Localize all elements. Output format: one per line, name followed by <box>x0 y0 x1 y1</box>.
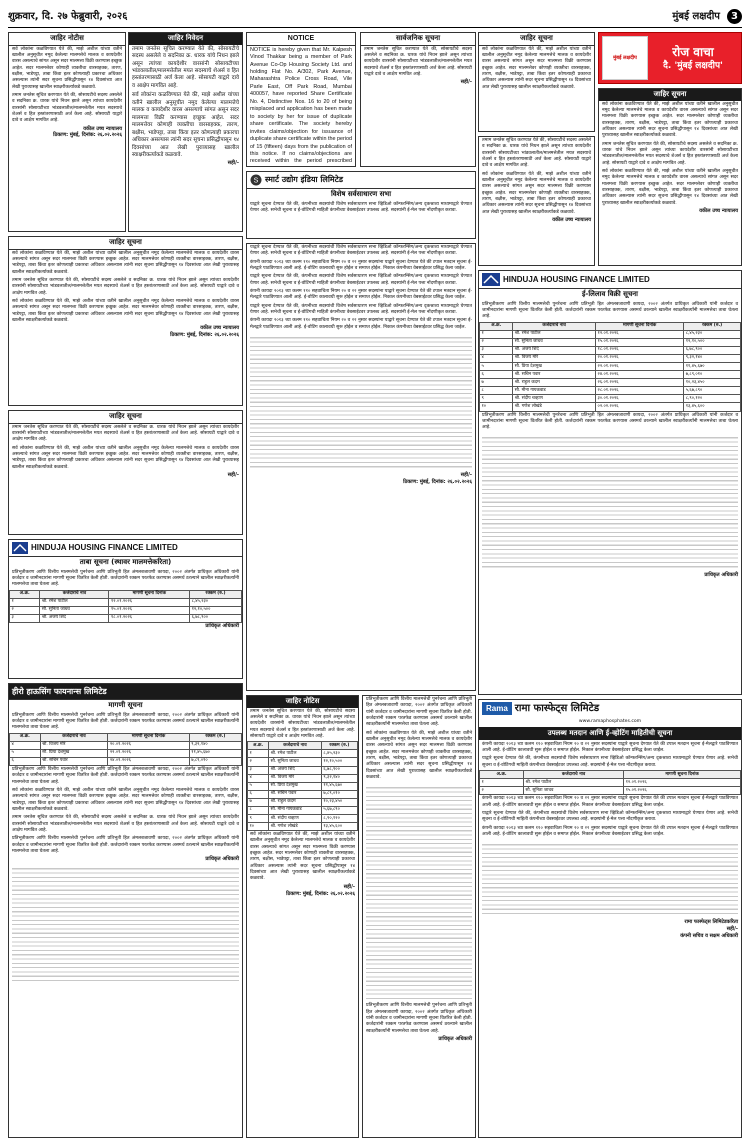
col5-body: तमाम जनतेस सूचित करण्यात येते की, सोसायटीचे सदस्य असलेले व सदनिका क्र. धारक यांचे निधन झाले असून त्यांच्या कायदेशीर वारसांनी सोसायटीच्या भांडवलातील/मालमत्तेतील मयत सदस्याचे शेअर्स व हित हस्तांतरणासाठी अर्ज केला आहे. सोसायटी याद्वारे दावे व आक्षेप मागवित आहे. <box>482 138 591 169</box>
nivedan-notice <box>128 32 243 232</box>
table-row: ३ श्री. अजय शिंदे १८.०१.२०२६ ६,७८,९०० <box>10 614 242 622</box>
table-row: ४ श्री. विजय मोरे ९,३२,१४० <box>248 774 358 782</box>
demand-body-4: तमाम जनतेस सूचित करण्यात येते की, सोसायटीचे सदस्य असलेले व सदनिका क्र. धारक यांचे निधन झाले असून त्यांच्या कायदेशीर वारसांनी सोसायटीच्या भांडवलातील/मालमत्तेतील मयत सदस्याचे शेअर्स व हित हस्तांतरणासाठी अर्ज केला आहे. सोसायटी याद्वारे दावे व आक्षेप मागवित आहे. <box>12 815 239 833</box>
rama-for: रामा फास्फेट्स लिमिटेडकरिता <box>684 919 738 926</box>
table-row: ४ श्री. विजय मोरे २०.०१.२०२६ ९,३२,१४० <box>480 354 741 362</box>
smart-text-4: कंपनी कायदा २०१३ च्या कलम ११० सहवाचिता नियम २० व २२ नुसार सदस्यांना याद्वारे सूचना देण्यात येते की टपाल मतदान सूचना ई-मेलद्वारे पाठविण्यात आली आहे. ई-वोटिंग कालावधी सुरू होईल व समाप्त होईल. निकाल कंपनीच्या वेबसाईटवर प्रसिद्ध केला जाईल. <box>250 288 472 301</box>
sale-body-2: प्रतिभूतीकरण आणि वित्तीय मालमत्तेची पुनर्रचना आणि प्रतिभूती हित अंमलबजावणी कायदा, २००२ अंतर्गत प्राधिकृत अधिकारी यांनी कर्जदार व जामीनदारांना मागणी सूचना वितरित केली होती. कर्जदारांनी रक्कम परतफेड करण्यास असमर्थ ठरल्याने खालील स्वाक्षरीकर्त्यांनी मालमत्तेचा ताबा घेतला आहे. <box>482 412 738 431</box>
hinduja-logo-icon <box>482 273 500 286</box>
kalavadhi-body: सर्व लोकांना कळविण्यात येते की, माझे अशील यांच्या वतीने खालील अनुसूचीत नमूद केलेल्या मालमत्तेचे मालक व कायदेशीर वारस असल्याचे सांगत असून सदर मालमत्ता विक्री करण्यास इच्छुक आहेत. सदर मालमत्तेवर कोणाही व्यक्तीचा वारसाहक्क, तारण, बक्षीस, भाडेपट्टा, ताबा किंवा इतर कोणत्याही प्रकारचा अधिकार असल्यास त्यांनी सदर सूचना प्रसिद्धीपासून १४ दिवसांच्या आत लेखी पुराव्यासह खालील स्वाक्षरीकर्त्याकडे कळवावे. <box>482 46 591 90</box>
dense-text-block <box>12 865 239 981</box>
possession-heading: ताबा सूचना (स्थावर मालमत्तेकरिता) <box>79 558 172 566</box>
dense-text-block <box>250 334 472 470</box>
page-number: 3 <box>727 9 742 24</box>
jahir-notis-table-block <box>246 695 359 1138</box>
nivedan-sign: सही/- <box>227 160 239 167</box>
table-row: ६ श्री. सचिन पवार २४.०१.२०२६ ७,८९,०१० <box>480 371 741 379</box>
table-row: १ श्री. रमेश पाटील १२.०१.२०२६ ८,४५,२३० <box>480 330 741 338</box>
notice-col5-b <box>478 136 595 266</box>
dense-text-block <box>482 841 738 917</box>
rama-body-4: याद्वारे सूचना देण्यात येते की, कंपनीच्या सदस्यांची विशेष सर्वसाधारण सभा व्हिडिओ कॉन्फरन्सिंग/अन्य दृकश्राव्य माध्यमाद्वारे घेण्यात येणार आहे. सभेची सूचना व ई-वोटिंगची माहिती कंपनीच्या वेबसाईटवर उपलब्ध आहे. सदस्यांनी ई-मेल पत्ता नोंदणीकृत करावा. <box>482 810 738 823</box>
kalavadhi-notice <box>478 32 595 132</box>
notice-body: तमाम जनतेस सूचित करण्यात येते की, सोसायटीचे सदस्य असलेले व सदनिका क्र. धारक यांचे निधन झाले असून त्यांच्या कायदेशीर वारसांनी सोसायटीच्या भांडवलातील/मालमत्तेतील मयत सदस्याचे शेअर्स व हित हस्तांतरणासाठी अर्ज केला आहे. सोसायटी याद्वारे दावे व आक्षेप मागवित आहे. <box>12 424 239 443</box>
notice-heading: जाहिर नोटीस <box>9 33 125 46</box>
notice-signature: वकील उच्च न्यायालय <box>200 325 239 332</box>
smart-notice-body <box>246 243 476 691</box>
table-row: २ सौ. सुनिता जाधव १२,१०,५०० <box>248 758 358 766</box>
table-row: ९ श्री. संदीप चव्हाण ८,९०,१२० <box>248 815 358 823</box>
smart-name: स्मार्ट उद्योग इंडिया लिमिटेड <box>265 175 344 185</box>
rama-table: अ.क्र. कर्जदाराचे नाव मागणी सूचना दिनांक १ श्री. रमेश पाटील १२.०१.२०२६ २ सौ. सुनिता जाधव १५.०१.२०२६ <box>479 770 741 795</box>
rama-body-2: याद्वारे सूचना देण्यात येते की, कंपनीच्या सदस्यांची विशेष सर्वसाधारण सभा व्हिडिओ कॉन्फरन्सिंग/अन्य दृकश्राव्य माध्यमाद्वारे घेण्यात येणार आहे. सभेची सूचना व ई-वोटिंगची माहिती कंपनीच्या वेबसाईटवर उपलब्ध आहे. सदस्यांनी ई-मेल पत्ता नोंदणीकृत करावा. <box>482 756 738 768</box>
hero-name: हीरो हाऊसिंग फायनान्स लिमिटेड <box>12 687 107 696</box>
table-row: १० श्री. गणेश लोखंडे १३,४५,६०० <box>248 823 358 831</box>
col6-body-2: तमाम जनतेस सूचित करण्यात येते की, सोसायटीचे सदस्य असलेले व सदनिका क्र. धारक यांचे निधन झाले असून त्यांच्या कायदेशीर वारसांनी सोसायटीच्या भांडवलातील/मालमत्तेतील मयत सदस्याचे शेअर्स व हित हस्तांतरणासाठी अर्ज केला आहे. सोसायटी याद्वारे दावे व आक्षेप मागवित आहे. <box>602 141 738 166</box>
smart-signature: सही/- <box>460 471 472 478</box>
table-row: २ सौ. सुनिता जाधव १५.०१.२०२६ १२,१०,५०० <box>480 338 741 346</box>
demand-body-5: प्रतिभूतीकरण आणि वित्तीय मालमत्तेची पुनर्रचना आणि प्रतिभूती हित अंमलबजावणी कायदा, २००२ अंतर्गत प्राधिकृत अधिकारी यांनी कर्जदार व जामीनदारांना मागणी सूचना वितरित केली होती. कर्जदारांनी रक्कम परतफेड करण्यास असमर्थ ठरल्याने खालील स्वाक्षरीकर्त्यांनी मालमत्तेचा ताबा घेतला आहे. <box>12 836 239 854</box>
hero-housing-ad <box>8 683 243 1138</box>
hinduja-mid-continued <box>362 695 476 1138</box>
sale-body: प्रतिभूतीकरण आणि वित्तीय मालमत्तेची पुनर्रचना आणि प्रतिभूती हित अंमलबजावणी कायदा, २००२ अंतर्गत प्राधिकृत अधिकारी यांनी कर्जदार व जामीनदारांना मागणी सूचना वितरित केली होती. कर्जदारांनी रक्कम परतफेड करण्यास असमर्थ ठरल्याने खालील स्वाक्षरीकर्त्यांनी मालमत्तेचा ताबा घेतला आहे. <box>482 301 738 320</box>
mid-body-1: प्रतिभूतीकरण आणि वित्तीय मालमत्तेची पुनर्रचना आणि प्रतिभूती हित अंमलबजावणी कायदा, २००२ अंतर्गत प्राधिकृत अधिकारी यांनी कर्जदार व जामीनदारांना मागणी सूचना वितरित केली होती. कर्जदारांनी रक्कम परतफेड करण्यास असमर्थ ठरल्याने खालील स्वाक्षरीकर्त्यांनी मालमत्तेचा ताबा घेतला आहे. <box>366 697 472 728</box>
notice-col6-a <box>598 88 742 266</box>
promo-line1: रोज वाचा <box>672 44 714 59</box>
issue-date: शुक्रवार, दि. २७ फेब्रुवारी, २०२६ <box>8 11 128 22</box>
member-table: अ.क्र. कर्जदाराचे नाव रक्कम (रु.) १ श्री. रमेश पाटील ८,४५,२३० २ सौ. सुनिता जाधव १२,१०,५०० ३ श्री. अजय शिंदे ६,७८,९०० ४ श्री. विजय मोरे ९,३२,१४० ५ सौ. प्रिया देशमुख ११,४५,६७० ६ श्री. सचिन पवार ७,८९,०१० ७ श्री. राहुल कदम १०,२३,४५० ८ सौ. मीना गायकवाड ५,६७,८९० ९ श्री. संदीप चव्हाण ८,९०,१२० १० श्री. गणेश लोखंडे १३,४५,६०० <box>247 741 358 831</box>
smart-text-3: याद्वारे सूचना देण्यात येते की, कंपनीच्या सदस्यांची विशेष सर्वसाधारण सभा व्हिडिओ कॉन्फरन्सिंग/अन्य दृकश्राव्य माध्यमाद्वारे घेण्यात येणार आहे. सभेची सूचना व ई-वोटिंगची माहिती कंपनीच्या वेबसाईटवर उपलब्ध आहे. सदस्यांनी ई-मेल पत्ता नोंदणीकृत करावा. <box>250 274 472 286</box>
demand-heading: मागणी सूचना <box>108 701 143 710</box>
sarvajanik-body: तमाम जनतेस सूचित करण्यात येते की, सोसायटीचे सदस्य असलेले व सदनिका क्र. धारक यांचे निधन झाले असून त्यांच्या कायदेशीर वारसांनी सोसायटीच्या भांडवलातील/मालमत्तेतील मयत सदस्याचे शेअर्स व हित हस्तांतरणासाठी अर्ज केला आहे. सोसायटी याद्वारे दावे व आक्षेप मागवित आहे. <box>364 46 472 77</box>
notice-place-date: ठिकाण: मुंबई, दिनांक: २६.०२.२०२६ <box>53 132 122 139</box>
thumb-logo-text: मुंबई लक्षदीप <box>613 54 637 61</box>
smart-text-2: कंपनी कायदा २०१३ च्या कलम ११० सहवाचिता नियम २० व २२ नुसार सदस्यांना याद्वारे सूचना देण्यात येते की टपाल मतदान सूचना ई-मेलद्वारे पाठविण्यात आली आहे. ई-वोटिंग कालावधी सुरू होईल व समाप्त होईल. निकाल कंपनीच्या वेबसाईटवर प्रसिद्ध केला जाईल. <box>250 259 472 271</box>
table-row: ८ सौ. मीना गायकवाड २८.०१.२०२६ ५,६७,८९० <box>480 387 741 395</box>
notice-wide-1 <box>8 236 243 406</box>
notice-signature: सही/- <box>227 471 239 478</box>
hinduja-ad-right <box>478 270 742 695</box>
jahir-notis-sign: सही/- <box>343 883 355 890</box>
dense-text-block <box>366 784 472 1000</box>
smart-place: ठिकाण: मुंबई, दिनांक: २६.०२.२०२६ <box>403 478 472 485</box>
kalavadhi-heading: जाहिर सूचना <box>479 33 594 46</box>
jahir-notis-heading: जाहिर नोटिस <box>247 696 358 708</box>
notice-body: सर्व लोकांना कळविण्यात येते की, माझे अशील यांच्या वतीने खालील अनुसूचीत नमूद केलेल्या मालमत्तेचे मालक व कायदेशीर वारस असल्याचे सांगत असून सदर मालमत्ता विक्री करण्यास इच्छुक आहेत. सदर मालमत्तेवर कोणाही व्यक्तीचा वारसाहक्क, तारण, बक्षीस, भाडेपट्टा, ताबा किंवा इतर कोणत्याही प्रकारचा अधिकार असल्यास त्यांनी सदर सूचना प्रसिद्धीपासून १४ दिवसांच्या आत लेखी पुराव्यासह खालील स्वाक्षरीकर्त्याकडे कळवावे. <box>12 250 239 275</box>
smart-heading: विशेष सर्वसाधारण सभा <box>330 190 392 198</box>
sarvajanik-heading: सार्वजनिक सूचना <box>361 33 475 46</box>
hinduja-name: HINDUJA HOUSING FINANCE LIMITED <box>503 274 650 284</box>
table-row: २ सौ. सुनिता जाधव १५.०१.२०२६ १२,१०,५०० <box>10 606 242 614</box>
demand-body-2: प्रतिभूतीकरण आणि वित्तीय मालमत्तेची पुनर्रचना आणि प्रतिभूती हित अंमलबजावणी कायदा, २००२ अंतर्गत प्राधिकृत अधिकारी यांनी कर्जदार व जामीनदारांना मागणी सूचना वितरित केली होती. कर्जदारांनी रक्कम परतफेड करण्यास असमर्थ ठरल्याने खालील स्वाक्षरीकर्त्यांनी मालमत्तेचा ताबा घेतला आहे. <box>12 766 239 785</box>
rama-logo: Rama <box>482 702 512 715</box>
col6-body-3: सर्व लोकांना कळविण्यात येते की, माझे अशील यांच्या वतीने खालील अनुसूचीत नमूद केलेल्या मालमत्तेचे मालक व कायदेशीर वारस असल्याचे सांगत असून सदर मालमत्ता विक्री करण्यास इच्छुक आहेत. सदर मालमत्तेवर कोणाही व्यक्तीचा वारसाहक्क, तारण, बक्षीस, भाडेपट्टा, ताबा किंवा इतर कोणत्याही प्रकारचा अधिकार असल्यास त्यांनी सदर सूचना प्रसिद्धीपासून १४ दिवसांच्या आत लेखी पुराव्यासह खालील स्वाक्षरीकर्त्याकडे कळवावे. <box>602 168 738 206</box>
notice-place-date: ठिकाण: मुंबई, दिनांक: २६.०२.२०२६ <box>170 332 239 339</box>
smart-text-6: कंपनी कायदा २०१३ च्या कलम ११० सहवाचिता नियम २० व २२ नुसार सदस्यांना याद्वारे सूचना देण्यात येते की टपाल मतदान सूचना ई-मेलद्वारे पाठविण्यात आली आहे. ई-वोटिंग कालावधी सुरू होईल व समाप्त होईल. निकाल कंपनीच्या वेबसाईटवर प्रसिद्ध केला जाईल. <box>250 318 472 330</box>
table-row: ६ श्री. सचिन पवार २४.०१.२०२६ ७,८९,०१० <box>10 757 242 765</box>
hinduja-logo-icon <box>12 542 28 554</box>
jahir-notis-body: तमाम जनतेस सूचित करण्यात येते की, सोसायटीचे सदस्य असलेले व सदनिका क्र. धारक यांचे निधन झाले असून त्यांच्या कायदेशीर वारसांनी सोसायटीच्या भांडवलातील/मालमत्तेतील मयत सदस्याचे शेअर्स व हित हस्तांतरणासाठी अर्ज केला आहे. सोसायटी याद्वारे दावे व आक्षेप मागवित आहे. <box>250 708 355 739</box>
col5-sign: वकील उच्च न्यायालय <box>552 216 591 223</box>
notice-col1-top <box>8 32 126 232</box>
notice-signature: वकील उच्च न्यायालय <box>83 125 122 132</box>
rama-website: www.ramaphosphates.com <box>578 718 642 724</box>
notice-body-2: तमाम जनतेस सूचित करण्यात येते की, सोसायटीचे सदस्य असलेले व सदनिका क्र. धारक यांचे निधन झाले असून त्यांच्या कायदेशीर वारसांनी सोसायटीच्या भांडवलातील/मालमत्तेतील मयत सदस्याचे शेअर्स व हित हस्तांतरणासाठी अर्ज केला आहे. सोसायटी याद्वारे दावे व आक्षेप मागवित आहे. <box>12 277 239 296</box>
sarvajanik-sign: सही/- <box>460 79 472 86</box>
smart-udyog-ad <box>246 171 476 239</box>
dense-text-block <box>482 434 738 570</box>
mid-auth: प्राधिकृत अधिकारी <box>438 1035 472 1042</box>
table-row: १० श्री. गणेश लोखंडे ०२.०२.२०२६ १३,४५,६०० <box>480 403 741 411</box>
rama-subheading: उपलब्ध मतदान आणि ई-व्होटिंग माहितीची सूचना <box>479 727 741 740</box>
mid-body-2: सर्व लोकांना कळविण्यात येते की, माझे अशील यांच्या वतीने खालील अनुसूचीत नमूद केलेल्या मालमत्तेचे मालक व कायदेशीर वारस असल्याचे सांगत असून सदर मालमत्ता विक्री करण्यास इच्छुक आहेत. सदर मालमत्तेवर कोणाही व्यक्तीचा वारसाहक्क, तारण, बक्षीस, भाडेपट्टा, ताबा किंवा इतर कोणत्याही प्रकारचा अधिकार असल्यास त्यांनी सदर सूचना प्रसिद्धीपासून १४ दिवसांच्या आत लेखी पुराव्यासह खालील स्वाक्षरीकर्त्याकडे कळवावे. <box>366 730 472 780</box>
masthead <box>8 8 742 28</box>
nivedan-body: तमाम जनतेस सूचित करण्यात येते की, सोसायटीचे सदस्य असलेले व सदनिका क्र. धारक यांचे निधन झाले असून त्यांच्या कायदेशीर वारसांनी सोसायटीच्या भांडवलातील/मालमत्तेतील मयत सदस्याचे शेअर्स व हित हस्तांतरणासाठी अर्ज केला आहे. सोसायटी याद्वारे दावे व आक्षेप मागवित आहे. <box>132 45 239 89</box>
table-row: ८ सौ. मीना गायकवाड ५,६७,८९० <box>248 806 358 814</box>
demand-table: अ.क्र. कर्जदाराचे नाव मागणी सूचना दिनांक रक्कम (रु.) ४ श्री. विजय मोरे २०.०१.२०२६ ९,३२,१४० ५ सौ. प्रिया देशमुख २२.०१.२०२६ ११,४५,६७० ६ श्री. सचिन पवार २४.०१.२०२६ ७,८९,०१० <box>9 733 242 766</box>
table-row: ५ सौ. प्रिया देशमुख २२.०१.२०२६ ११,४५,६७० <box>10 749 242 757</box>
notice-body-2: सर्व लोकांना कळविण्यात येते की, माझे अशील यांच्या वतीने खालील अनुसूचीत नमूद केलेल्या मालमत्तेचे मालक व कायदेशीर वारस असल्याचे सांगत असून सदर मालमत्ता विक्री करण्यास इच्छुक आहेत. सदर मालमत्तेवर कोणाही व्यक्तीचा वारसाहक्क, तारण, बक्षीस, भाडेपट्टा, ताबा किंवा इतर कोणत्याही प्रकारचा अधिकार असल्यास त्यांनी सदर सूचना प्रसिद्धीपासून १४ दिवसांच्या आत लेखी पुराव्यासह खालील स्वाक्षरीकर्त्याकडे कळवावे. <box>12 445 239 470</box>
auction-table: अ.क्र. कर्जदाराचे नाव मागणी सूचना दिनांक रक्कम (रु.) १ श्री. रमेश पाटील १२.०१.२०२६ ८,४५,२३० २ सौ. सुनिता जाधव १५.०१.२०२६ १२,१०,५०० ३ श्री. अजय शिंदे १८.०१.२०२६ ६,७८,९०० ४ श्री. विजय मोरे २०.०१.२०२६ ९,३२,१४० ५ सौ. प्रिया देशमुख २२.०१.२०२६ ११,४५,६७० ६ श्री. सचिन पवार २४.०१.२०२६ ७,८९,०१० ७ श्री. राहुल कदम २६.०१.२०२६ १०,२३,४५० ८ सौ. मीना गायकवाड २८.०१.२०२६ ५,६७,८९० ९ श्री. संदीप चव्हाण ३०.०१.२०२६ ८,९०,१२० १० श्री. गणेश लोखंडे ०२.०२.२०२६ १३,४५,६०० <box>479 322 741 412</box>
possession-body: प्रतिभूतीकरण आणि वित्तीय मालमत्तेची पुनर्रचना आणि प्रतिभूती हित अंमलबजावणी कायदा, २००२ अंतर्गत प्राधिकृत अधिकारी यांनी कर्जदार व जामीनदारांना मागणी सूचना वितरित केली होती. कर्जदारांनी रक्कम परतफेड करण्यास असमर्थ ठरल्याने खालील स्वाक्षरीकर्त्यांनी मालमत्तेचा ताबा घेतला आहे. <box>12 569 239 588</box>
mid-body-3: प्रतिभूतीकरण आणि वित्तीय मालमत्तेची पुनर्रचना आणि प्रतिभूती हित अंमलबजावणी कायदा, २००२ अंतर्गत प्राधिकृत अधिकारी यांनी कर्जदार व जामीनदारांना मागणी सूचना वितरित केली होती. कर्जदारांनी रक्कम परतफेड करण्यास असमर्थ ठरल्याने खालील स्वाक्षरीकर्त्यांनी मालमत्तेचा ताबा घेतला आहे. <box>366 1003 472 1034</box>
promo-banner <box>598 32 742 84</box>
col6-body: सर्व लोकांना कळविण्यात येते की, माझे अशील यांच्या वतीने खालील अनुसूचीत नमूद केलेल्या मालमत्तेचे मालक व कायदेशीर वारस असल्याचे सांगत असून सदर मालमत्ता विक्री करण्यास इच्छुक आहेत. सदर मालमत्तेवर कोणाही व्यक्तीचा वारसाहक्क, तारण, बक्षीस, भाडेपट्टा, ताबा किंवा इतर कोणत्याही प्रकारचा अधिकार असल्यास त्यांनी सदर सूचना प्रसिद्धीपासून १४ दिवसांच्या आत लेखी पुराव्यासह खालील स्वाक्षरीकर्त्याकडे कळवावे. <box>602 101 738 139</box>
smart-text-1: याद्वारे सूचना देण्यात येते की, कंपनीच्या सदस्यांची विशेष सर्वसाधारण सभा व्हिडिओ कॉन्फरन्सिंग/अन्य दृकश्राव्य माध्यमाद्वारे घेण्यात येणार आहे. सभेची सूचना व ई-वोटिंगची माहिती कंपनीच्या वेबसाईटवर उपलब्ध आहे. सदस्यांनी ई-मेल पत्ता नोंदणीकृत करावा. <box>250 245 472 257</box>
col5-body-2: सर्व लोकांना कळविण्यात येते की, माझे अशील यांच्या वतीने खालील अनुसूचीत नमूद केलेल्या मालमत्तेचे मालक व कायदेशीर वारस असल्याचे सांगत असून सदर मालमत्ता विक्री करण्यास इच्छुक आहेत. सदर मालमत्तेवर कोणाही व्यक्तीचा वारसाहक्क, तारण, बक्षीस, भाडेपट्टा, ताबा किंवा इतर कोणत्याही प्रकारचा अधिकार असल्यास त्यांनी सदर सूचना प्रसिद्धीपासून १४ दिवसांच्या आत लेखी पुराव्यासह खालील स्वाक्षरीकर्त्याकडे कळवावे. <box>482 171 591 215</box>
table-row: २ सौ. सुनिता जाधव १५.०१.२०२६ <box>480 787 741 795</box>
rama-body-1: कंपनी कायदा २०१३ च्या कलम ११० सहवाचिता नियम २० व २२ नुसार सदस्यांना याद्वारे सूचना देण्यात येते की टपाल मतदान सूचना ई-मेलद्वारे पाठविण्यात आली आहे. ई-वोटिंग कालावधी सुरू होईल व समाप्त होईल. निकाल कंपनीच्या वेबसाईटवर प्रसिद्ध केला जाईल. <box>482 741 738 754</box>
notice-body-2: तमाम जनतेस सूचित करण्यात येते की, सोसायटीचे सदस्य असलेले व सदनिका क्र. धारक यांचे निधन झाले असून त्यांच्या कायदेशीर वारसांनी सोसायटीच्या भांडवलातील/मालमत्तेतील मयत सदस्याचे शेअर्स व हित हस्तांतरणासाठी अर्ज केला आहे. सोसायटी याद्वारे दावे व आक्षेप मागवित आहे. <box>12 92 122 124</box>
rama-cs: कंपनी सचिव व सक्षम अधिकारी <box>680 933 738 940</box>
rama-body-5: कंपनी कायदा २०१३ च्या कलम ११० सहवाचिता नियम २० व २२ नुसार सदस्यांना याद्वारे सूचना देण्यात येते की टपाल मतदान सूचना ई-मेलद्वारे पाठविण्यात आली आहे. ई-वोटिंग कालावधी सुरू होईल व समाप्त होईल. निकाल कंपनीच्या वेबसाईटवर प्रसिद्ध केला जाईल. <box>482 825 738 837</box>
table-row: ३ श्री. अजय शिंदे ६,७८,९०० <box>248 766 358 774</box>
newspaper-thumb <box>602 36 648 80</box>
notice-heading: जाहिर सूचना <box>9 237 242 250</box>
table-row: १ श्री. रमेश पाटील १२.०१.२०२६ <box>480 779 741 787</box>
notice-wide-2 <box>8 410 243 535</box>
hinduja-name: HINDUJA HOUSING FINANCE LIMITED <box>31 543 178 553</box>
demand-body: प्रतिभूतीकरण आणि वित्तीय मालमत्तेची पुनर्रचना आणि प्रतिभूती हित अंमलबजावणी कायदा, २००२ अंतर्गत प्राधिकृत अधिकारी यांनी कर्जदार व जामीनदारांना मागणी सूचना वितरित केली होती. कर्जदारांनी रक्कम परतफेड करण्यास असमर्थ ठरल्याने खालील स्वाक्षरीकर्त्यांनी मालमत्तेचा ताबा घेतला आहे. <box>12 712 239 731</box>
auth-signature: प्राधिकृत अधिकारी <box>205 856 239 863</box>
table-row: ९ श्री. संदीप चव्हाण ३०.०१.२०२६ ८,९०,१२० <box>480 395 741 403</box>
english-notice <box>246 32 356 167</box>
nivedan-body-2: सर्व लोकांना कळविण्यात येते की, माझे अशील यांच्या वतीने खालील अनुसूचीत नमूद केलेल्या मालमत्तेचे मालक व कायदेशीर वारस असल्याचे सांगत असून सदर मालमत्ता विक्री करण्यास इच्छुक आहेत. सदर मालमत्तेवर कोणाही व्यक्तीचा वारसाहक्क, तारण, बक्षीस, भाडेपट्टा, ताबा किंवा इतर कोणत्याही प्रकारचा अधिकार असल्यास त्यांनी सदर सूचना प्रसिद्धीपासून १४ दिवसांच्या आत लेखी पुराव्यासह खालील स्वाक्षरीकर्त्याकडे कळवावे. <box>132 92 239 158</box>
table-row: ५ सौ. प्रिया देशमुख ११,४५,६७० <box>248 782 358 790</box>
promo-line2: दै. 'मुंबई लक्षदीप' <box>663 61 723 72</box>
loan-table: अ.क्र. कर्जदाराचे नाव मागणी सूचना दिनांक रक्कम (रु.) १ श्री. रमेश पाटील १२.०१.२०२६ ८,४५,२३० २ सौ. सुनिता जाधव १५.०१.२०२६ १२,१०,५०० ३ श्री. अजय शिंदे १८.०१.२०२६ ६,७८,९०० <box>9 590 242 623</box>
smart-text-5: याद्वारे सूचना देण्यात येते की, कंपनीच्या सदस्यांची विशेष सर्वसाधारण सभा व्हिडिओ कॉन्फरन्सिंग/अन्य दृकश्राव्य माध्यमाद्वारे घेण्यात येणार आहे. सभेची सूचना व ई-वोटिंगची माहिती कंपनीच्या वेबसाईटवर उपलब्ध आहे. सदस्यांनी ई-मेल पत्ता नोंदणीकृत करावा. <box>250 303 472 315</box>
table-row: ३ श्री. अजय शिंदे १८.०१.२०२६ ६,७८,९०० <box>480 346 741 354</box>
notice-body: सर्व लोकांना कळविण्यात येते की, माझे अशील यांच्या वतीने खालील अनुसूचीत नमूद केलेल्या मालमत्तेचे मालक व कायदेशीर वारस असल्याचे सांगत असून सदर मालमत्ता विक्री करण्यास इच्छुक आहेत. सदर मालमत्तेवर कोणाही व्यक्तीचा वारसाहक्क, तारण, बक्षीस, भाडेपट्टा, ताबा किंवा इतर कोणत्याही प्रकारचा अधिकार असल्यास त्यांनी सदर सूचना प्रसिद्धीपासून १४ दिवसांच्या आत लेखी पुराव्यासह खालील स्वाक्षरीकर्त्याकडे कळवावे. <box>12 46 122 90</box>
rama-phosphates-ad <box>478 699 742 1138</box>
demand-body-3: सर्व लोकांना कळविण्यात येते की, माझे अशील यांच्या वतीने खालील अनुसूचीत नमूद केलेल्या मालमत्तेचे मालक व कायदेशीर वारस असल्याचे सांगत असून सदर मालमत्ता विक्री करण्यास इच्छुक आहेत. सदर मालमत्तेवर कोणाही व्यक्तीचा वारसाहक्क, तारण, बक्षीस, भाडेपट्टा, ताबा किंवा इतर कोणत्याही प्रकारचा अधिकार असल्यास त्यांनी सदर सूचना प्रसिद्धीपासून १४ दिवसांच्या आत लेखी पुराव्यासह खालील स्वाक्षरीकर्त्याकडे कळवावे. <box>12 787 239 812</box>
rama-name: रामा फास्फेट्स लिमिटेड <box>514 703 600 714</box>
table-row: ५ सौ. प्रिया देशमुख २२.०१.२०२६ ११,४५,६७० <box>480 363 741 371</box>
table-row: ७ श्री. राहुल कदम २६.०१.२०२६ १०,२३,४५० <box>480 379 741 387</box>
table-row: १ श्री. रमेश पाटील १२.०१.२०२६ ८,४५,२३० <box>10 598 242 606</box>
english-notice-body: NOTICE is hereby given that Mr. Kalpesh Vinod Thakkar being a member of Park Avenue Co-Op Housing Society Ltd. and holding Flat No. A/302, Park Avenue, Maharashtra Police Cross Road, Vile Parle East, Off Park Road, Mumbai 400057, have reported Share Certificate No. 4, Distinctive Nos. 16 to 20 of being misplaced and application has been made to society by her for issue of duplicate share certificate. The society hereby invites claims/objection for issuance of duplicate share certificate within the period of 15 (fifteen) days from the publication of this notice. If no claims/objections are received within the period prescribed <box>250 46 352 165</box>
sale-heading: ई-लिलाव विक्री सूचना <box>582 290 638 298</box>
col6-heading: जाहिर सूचना <box>599 89 741 101</box>
col6-sign: वकील उच्च न्यायालय <box>699 207 738 214</box>
paper-name: मुंबई लक्षदीप <box>672 11 720 22</box>
english-notice-heading: NOTICE <box>247 33 355 46</box>
sale-auth: प्राधिकृत अधिकारी <box>704 572 738 579</box>
auth-signature: प्राधिकृत अधिकारी <box>205 622 239 629</box>
nivedan-heading: जाहिर निवेदन <box>129 33 242 45</box>
table-row: ४ श्री. विजय मोरे २०.०१.२०२६ ९,३२,१४० <box>10 741 242 749</box>
table-row: ६ श्री. सचिन पवार ७,८९,०१० <box>248 790 358 798</box>
smart-body: याद्वारे सूचना देण्यात येते की, कंपनीच्या सदस्यांची विशेष सर्वसाधारण सभा व्हिडिओ कॉन्फरन्सिंग/अन्य दृकश्राव्य माध्यमाद्वारे घेण्यात येणार आहे. सभेची सूचना व ई-वोटिंगची माहिती कंपनीच्या वेबसाईटवर उपलब्ध आहे. सदस्यांनी ई-मेल पत्ता नोंदणीकृत करावा. <box>250 201 472 213</box>
smart-logo-icon <box>250 174 262 186</box>
svg-text:S: S <box>253 177 259 185</box>
jahir-notis-place: ठिकाण: मुंबई, दिनांक: २६.०२.२०२६ <box>286 890 355 897</box>
notice-heading: जाहिर सूचना <box>9 411 242 424</box>
rama-sd: सही/- <box>726 926 738 933</box>
rama-body-3: कंपनी कायदा २०१३ च्या कलम ११० सहवाचिता नियम २० व २२ नुसार सदस्यांना याद्वारे सूचना देण्यात येते की टपाल मतदान सूचना ई-मेलद्वारे पाठविण्यात आली आहे. ई-वोटिंग कालावधी सुरू होईल व समाप्त होईल. निकाल कंपनीच्या वेबसाईटवर प्रसिद्ध केला जाईल. <box>482 796 738 808</box>
hinduja-ad-left <box>8 539 243 679</box>
sarvajanik-notice <box>360 32 476 167</box>
table-row: ७ श्री. राहुल कदम १०,२३,४५० <box>248 798 358 806</box>
jahir-notis-body-2: सर्व लोकांना कळविण्यात येते की, माझे अशील यांच्या वतीने खालील अनुसूचीत नमूद केलेल्या मालमत्तेचे मालक व कायदेशीर वारस असल्याचे सांगत असून सदर मालमत्ता विक्री करण्यास इच्छुक आहेत. सदर मालमत्तेवर कोणाही व्यक्तीचा वारसाहक्क, तारण, बक्षीस, भाडेपट्टा, ताबा किंवा इतर कोणत्याही प्रकारचा अधिकार असल्यास त्यांनी सदर सूचना प्रसिद्धीपासून १४ दिवसांच्या आत लेखी पुराव्यासह खालील स्वाक्षरीकर्त्याकडे कळवावे. <box>250 832 355 882</box>
notice-body-3: सर्व लोकांना कळविण्यात येते की, माझे अशील यांच्या वतीने खालील अनुसूचीत नमूद केलेल्या मालमत्तेचे मालक व कायदेशीर वारस असल्याचे सांगत असून सदर मालमत्ता विक्री करण्यास इच्छुक आहेत. सदर मालमत्तेवर कोणाही व्यक्तीचा वारसाहक्क, तारण, बक्षीस, भाडेपट्टा, ताबा किंवा इतर कोणत्याही प्रकारचा अधिकार असल्यास त्यांनी सदर सूचना प्रसिद्धीपासून १४ दिवसांच्या आत लेखी पुराव्यासह खालील स्वाक्षरीकर्त्याकडे कळवावे. <box>12 298 239 323</box>
table-row: १ श्री. रमेश पाटील ८,४५,२३० <box>248 750 358 758</box>
